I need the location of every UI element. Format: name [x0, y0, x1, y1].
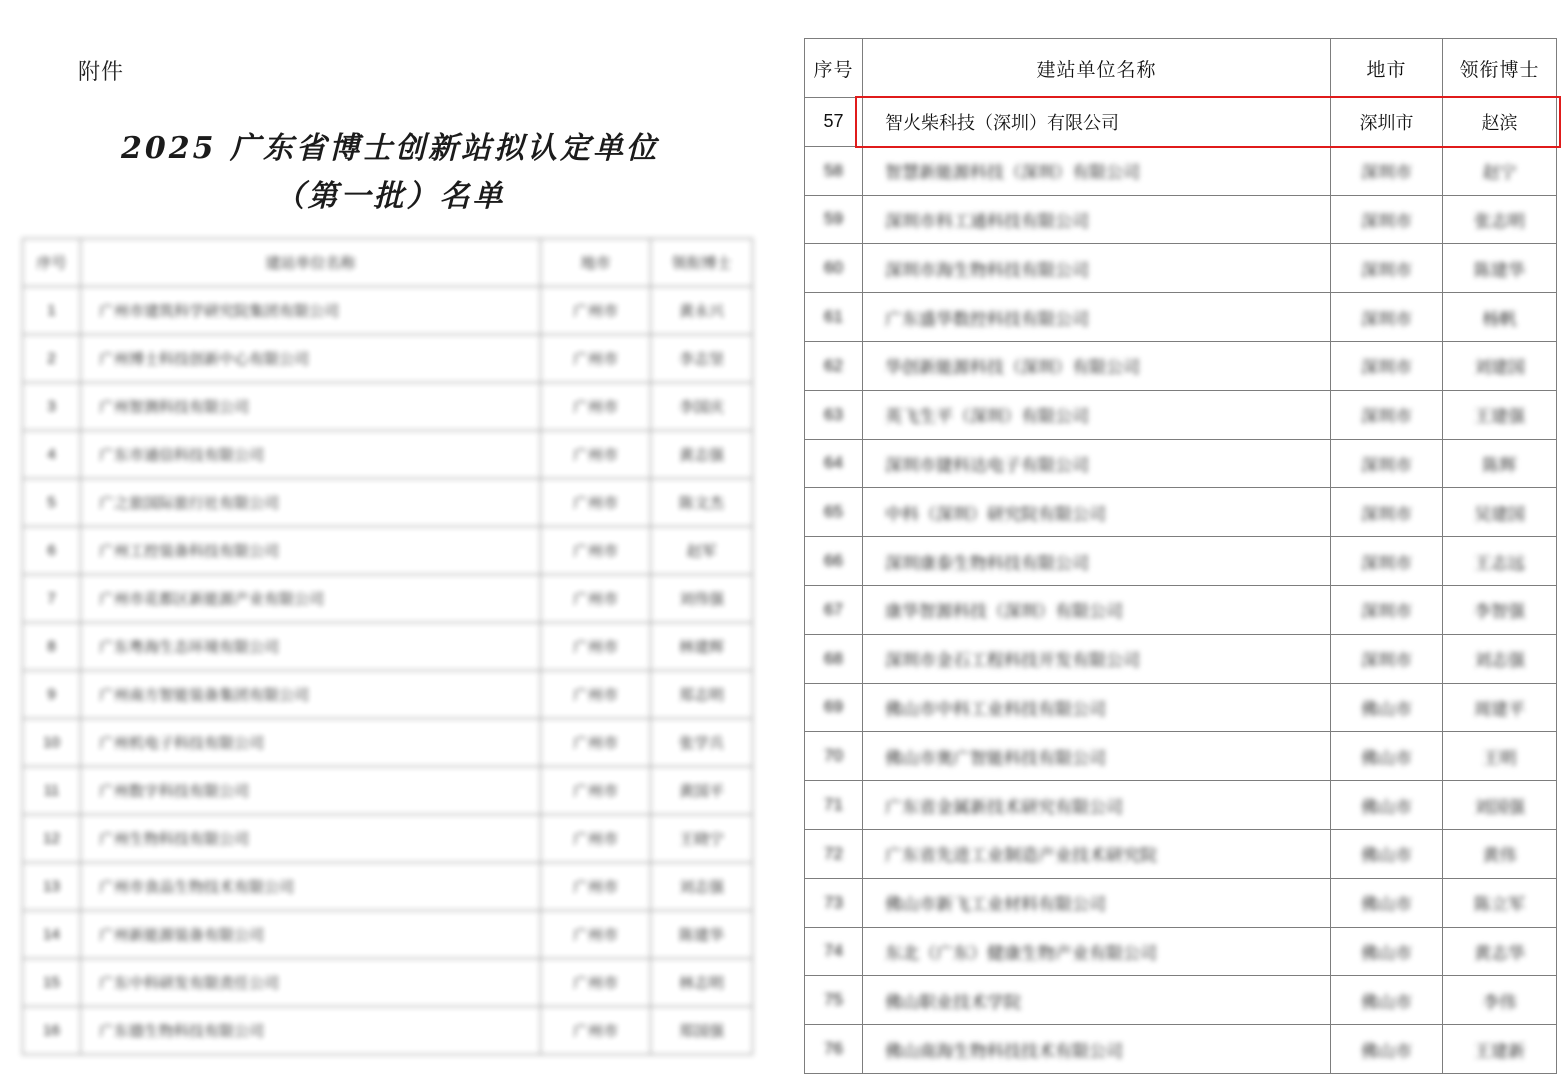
table-row-highlighted: [805, 98, 1557, 147]
left-table-container: [22, 238, 752, 1055]
cell-unit-name: 广州市食品生物技术有限公司: [81, 863, 541, 911]
cell-unit-name: 广州博士科技创新中心有限公司: [81, 335, 541, 383]
cell-index: 69: [805, 683, 863, 732]
cell-city: 深圳市: [1331, 341, 1443, 390]
cell-lead-doctor: 张志明: [1443, 195, 1557, 244]
table-row: [805, 390, 1557, 439]
cell-city: 广州市: [541, 671, 651, 719]
cell-city: 佛山市: [1331, 927, 1443, 976]
cell-unit-name: 深圳市捷科达电子有限公司: [863, 439, 1331, 488]
cell-unit-name: 深圳康泰生物科技有限公司: [863, 537, 1331, 586]
cell-index: 5: [23, 479, 81, 527]
cell-city: 佛山市: [1331, 829, 1443, 878]
cell-city: 深圳市: [1331, 244, 1443, 293]
cell-index: 73: [805, 878, 863, 927]
cell-unit-name: 佛山市奥广智能科技有限公司: [863, 732, 1331, 781]
cell-unit-name: 广州机电子科技有限公司: [81, 719, 541, 767]
cell-lead-doctor: 杨帆: [1443, 293, 1557, 342]
cell-unit-name: 深圳市海生物科技有限公司: [863, 244, 1331, 293]
cell-index: 15: [23, 959, 81, 1007]
table-row: [805, 293, 1557, 342]
cell-city: 广州市: [541, 527, 651, 575]
cell-index: 10: [23, 719, 81, 767]
table-row: [23, 1007, 753, 1055]
cell-unit-name: 广东盛华数控科技有限公司: [863, 293, 1331, 342]
cell-unit-name: 英飞生平（深圳）有限公司: [863, 390, 1331, 439]
cell-lead-doctor: 王志远: [1443, 537, 1557, 586]
table-row: [23, 383, 753, 431]
cell-lead-doctor: 吴建国: [1443, 488, 1557, 537]
cell-unit-name: 东北（广东）健康生物产业有限公司: [863, 927, 1331, 976]
cell-unit-name: 深圳市金石工程科技开发有限公司: [863, 634, 1331, 683]
right-document-page: [800, 0, 1566, 1077]
page-title: [60, 125, 720, 221]
cell-lead-doctor: 张学兵: [651, 719, 753, 767]
cell-lead-doctor: 刘国强: [1443, 781, 1557, 830]
cell-lead-doctor: 陈辉: [1443, 439, 1557, 488]
cell-index: 8: [23, 623, 81, 671]
cell-lead-doctor: 赵滨: [1443, 98, 1557, 147]
cell-city: 广州市: [541, 431, 651, 479]
column-header-unit-name: 建站单位名称: [863, 39, 1331, 98]
table-row: [805, 732, 1557, 781]
cell-lead-doctor: 陈建华: [651, 911, 753, 959]
table-row: [805, 927, 1557, 976]
cell-index: 63: [805, 390, 863, 439]
cell-city: 广州市: [541, 479, 651, 527]
cell-city: 广州市: [541, 719, 651, 767]
cell-index: 65: [805, 488, 863, 537]
cell-index: 67: [805, 585, 863, 634]
table-row: [23, 719, 753, 767]
column-header-city: 地市: [541, 239, 651, 287]
cell-lead-doctor: 王建新: [1443, 1025, 1557, 1074]
cell-lead-doctor: 陈建华: [1443, 244, 1557, 293]
cell-index: 2: [23, 335, 81, 383]
table-row: [805, 146, 1557, 195]
page-title-line2: （第一批）名单: [274, 179, 506, 214]
cell-unit-name: 广州南方智能装备集团有限公司: [81, 671, 541, 719]
table-header-left: [23, 239, 753, 287]
cell-lead-doctor: 周建平: [1443, 683, 1557, 732]
column-header-lead-doctor: 领衔博士: [1443, 39, 1557, 98]
cell-unit-name: 广东省先进工业制造产业技术研究院: [863, 829, 1331, 878]
cell-index: 1: [23, 287, 81, 335]
cell-index: 62: [805, 341, 863, 390]
table-row: [23, 815, 753, 863]
page-title-line1: 2025 广东省博士创新站拟认定单位: [121, 131, 659, 166]
table-row: [805, 341, 1557, 390]
table-row: [23, 623, 753, 671]
table-row: [23, 911, 753, 959]
cell-city: 佛山市: [1331, 732, 1443, 781]
cell-index: 70: [805, 732, 863, 781]
units-table-left: [22, 238, 753, 1055]
cell-lead-doctor: 林志明: [651, 959, 753, 1007]
cell-lead-doctor: 黄伟: [1443, 829, 1557, 878]
table-row: [805, 683, 1557, 732]
table-row: [23, 287, 753, 335]
cell-city: 佛山市: [1331, 976, 1443, 1025]
cell-index: 12: [23, 815, 81, 863]
table-body-left: [23, 287, 753, 1055]
cell-index: 58: [805, 146, 863, 195]
cell-unit-name: 广州工控装备科技有限公司: [81, 527, 541, 575]
cell-lead-doctor: 赵宁: [1443, 146, 1557, 195]
cell-lead-doctor: 李国庆: [651, 383, 753, 431]
table-row: [805, 976, 1557, 1025]
cell-unit-name: 广州市花都区新能源产业有限公司: [81, 575, 541, 623]
cell-index: 64: [805, 439, 863, 488]
cell-unit-name: 佛山市中科工业科技有限公司: [863, 683, 1331, 732]
table-row: [23, 479, 753, 527]
cell-city: 广州市: [541, 575, 651, 623]
cell-city: 广州市: [541, 1007, 651, 1055]
cell-city: 广州市: [541, 959, 651, 1007]
cell-unit-name: 广州市建筑科学研究院集团有限公司: [81, 287, 541, 335]
cell-unit-name: 广东粤海生态环境有限公司: [81, 623, 541, 671]
column-header-city: 地市: [1331, 39, 1443, 98]
cell-index: 13: [23, 863, 81, 911]
cell-city: 佛山市: [1331, 1025, 1443, 1074]
cell-lead-doctor: 李志坚: [651, 335, 753, 383]
cell-index: 61: [805, 293, 863, 342]
units-table-right: [804, 38, 1557, 1074]
cell-unit-name: 佛山职业技术学院: [863, 976, 1331, 1025]
cell-unit-name: 广州生物科技有限公司: [81, 815, 541, 863]
cell-unit-name: 康华智源科技（深圳）有限公司: [863, 585, 1331, 634]
cell-index: 57: [805, 98, 863, 147]
cell-city: 深圳市: [1331, 488, 1443, 537]
table-row: [805, 488, 1557, 537]
cell-unit-name: 深圳市科工通科技有限公司: [863, 195, 1331, 244]
column-header-lead-doctor: 领衔博士: [651, 239, 753, 287]
cell-city: 深圳市: [1331, 390, 1443, 439]
cell-city: 广州市: [541, 335, 651, 383]
table-row: [23, 767, 753, 815]
cell-unit-name: 广东省金属新技术研究有限公司: [863, 781, 1331, 830]
right-table-container: [804, 38, 1556, 1074]
cell-city: 佛山市: [1331, 781, 1443, 830]
cell-city: 广州市: [541, 911, 651, 959]
cell-index: 3: [23, 383, 81, 431]
cell-city: 广州市: [541, 815, 651, 863]
cell-unit-name: 广东中科研发有限责任公司: [81, 959, 541, 1007]
cell-lead-doctor: 王建强: [1443, 390, 1557, 439]
cell-unit-name: 广州智测科技有限公司: [81, 383, 541, 431]
cell-unit-name: 广之旅国际旅行社有限公司: [81, 479, 541, 527]
table-row: [805, 781, 1557, 830]
table-row: [23, 863, 753, 911]
cell-city: 深圳市: [1331, 585, 1443, 634]
cell-index: 72: [805, 829, 863, 878]
attachment-label: 附件: [78, 59, 125, 84]
table-row: [23, 671, 753, 719]
table-row: [23, 575, 753, 623]
cell-index: 16: [23, 1007, 81, 1055]
cell-lead-doctor: 王明: [1443, 732, 1557, 781]
table-row: [805, 439, 1557, 488]
cell-index: 11: [23, 767, 81, 815]
cell-index: 76: [805, 1025, 863, 1074]
table-row: [23, 431, 753, 479]
table-header-row: [23, 239, 753, 287]
cell-lead-doctor: 黄永兴: [651, 287, 753, 335]
cell-unit-name: 智火柴科技（深圳）有限公司: [863, 98, 1331, 147]
cell-unit-name: 广东德生物科技有限公司: [81, 1007, 541, 1055]
cell-index: 71: [805, 781, 863, 830]
cell-lead-doctor: 黄国平: [651, 767, 753, 815]
cell-index: 4: [23, 431, 81, 479]
column-header-index: 序号: [23, 239, 81, 287]
cell-unit-name: 华创新能源科技（深圳）有限公司: [863, 341, 1331, 390]
cell-city: 广州市: [541, 623, 651, 671]
cell-lead-doctor: 郑志明: [651, 671, 753, 719]
cell-city: 广州市: [541, 287, 651, 335]
table-body-right: [805, 98, 1557, 1074]
table-row: [23, 335, 753, 383]
cell-city: 深圳市: [1331, 98, 1443, 147]
cell-index: 14: [23, 911, 81, 959]
left-document-page: [0, 0, 782, 1077]
cell-index: 60: [805, 244, 863, 293]
table-header-row: [805, 39, 1557, 98]
cell-lead-doctor: 陈立军: [1443, 878, 1557, 927]
cell-city: 广州市: [541, 863, 651, 911]
cell-unit-name: 智慧新能源科技（深圳）有限公司: [863, 146, 1331, 195]
cell-unit-name: 佛山市新飞工业材料有限公司: [863, 878, 1331, 927]
table-row: [805, 537, 1557, 586]
cell-lead-doctor: 郑国强: [651, 1007, 753, 1055]
table-row: [805, 585, 1557, 634]
cell-city: 广州市: [541, 383, 651, 431]
cell-unit-name: 佛山南海生物科技技术有限公司: [863, 1025, 1331, 1074]
column-header-index: 序号: [805, 39, 863, 98]
table-row: [805, 878, 1557, 927]
table-row: [805, 829, 1557, 878]
cell-lead-doctor: 赵军: [651, 527, 753, 575]
column-header-unit-name: 建站单位名称: [81, 239, 541, 287]
cell-index: 59: [805, 195, 863, 244]
table-row: [805, 195, 1557, 244]
cell-lead-doctor: 刘志强: [1443, 634, 1557, 683]
cell-city: 佛山市: [1331, 683, 1443, 732]
cell-index: 68: [805, 634, 863, 683]
table-row: [23, 959, 753, 1007]
cell-lead-doctor: 黄志华: [1443, 927, 1557, 976]
table-row: [805, 634, 1557, 683]
table-row: [23, 527, 753, 575]
cell-city: 深圳市: [1331, 537, 1443, 586]
cell-lead-doctor: 刘伟强: [651, 575, 753, 623]
cell-unit-name: 广州数字科技有限公司: [81, 767, 541, 815]
cell-lead-doctor: 林建辉: [651, 623, 753, 671]
cell-lead-doctor: 李伟: [1443, 976, 1557, 1025]
cell-city: 广州市: [541, 767, 651, 815]
cell-lead-doctor: 李智强: [1443, 585, 1557, 634]
cell-unit-name: 广州新能源装备有限公司: [81, 911, 541, 959]
cell-city: 深圳市: [1331, 195, 1443, 244]
cell-city: 深圳市: [1331, 146, 1443, 195]
cell-index: 74: [805, 927, 863, 976]
cell-city: 深圳市: [1331, 439, 1443, 488]
cell-index: 75: [805, 976, 863, 1025]
cell-index: 7: [23, 575, 81, 623]
cell-unit-name: 广东市通信科技有限公司: [81, 431, 541, 479]
cell-lead-doctor: 刘建国: [1443, 341, 1557, 390]
cell-lead-doctor: 刘志强: [651, 863, 753, 911]
cell-city: 佛山市: [1331, 878, 1443, 927]
cell-index: 66: [805, 537, 863, 586]
cell-index: 6: [23, 527, 81, 575]
cell-index: 9: [23, 671, 81, 719]
table-row: [805, 1025, 1557, 1074]
cell-unit-name: 中科（深圳）研究院有限公司: [863, 488, 1331, 537]
cell-lead-doctor: 陈文杰: [651, 479, 753, 527]
cell-lead-doctor: 黄志强: [651, 431, 753, 479]
cell-city: 深圳市: [1331, 293, 1443, 342]
cell-city: 深圳市: [1331, 634, 1443, 683]
cell-lead-doctor: 王晓宁: [651, 815, 753, 863]
table-header-right: [805, 39, 1557, 98]
table-row: [805, 244, 1557, 293]
